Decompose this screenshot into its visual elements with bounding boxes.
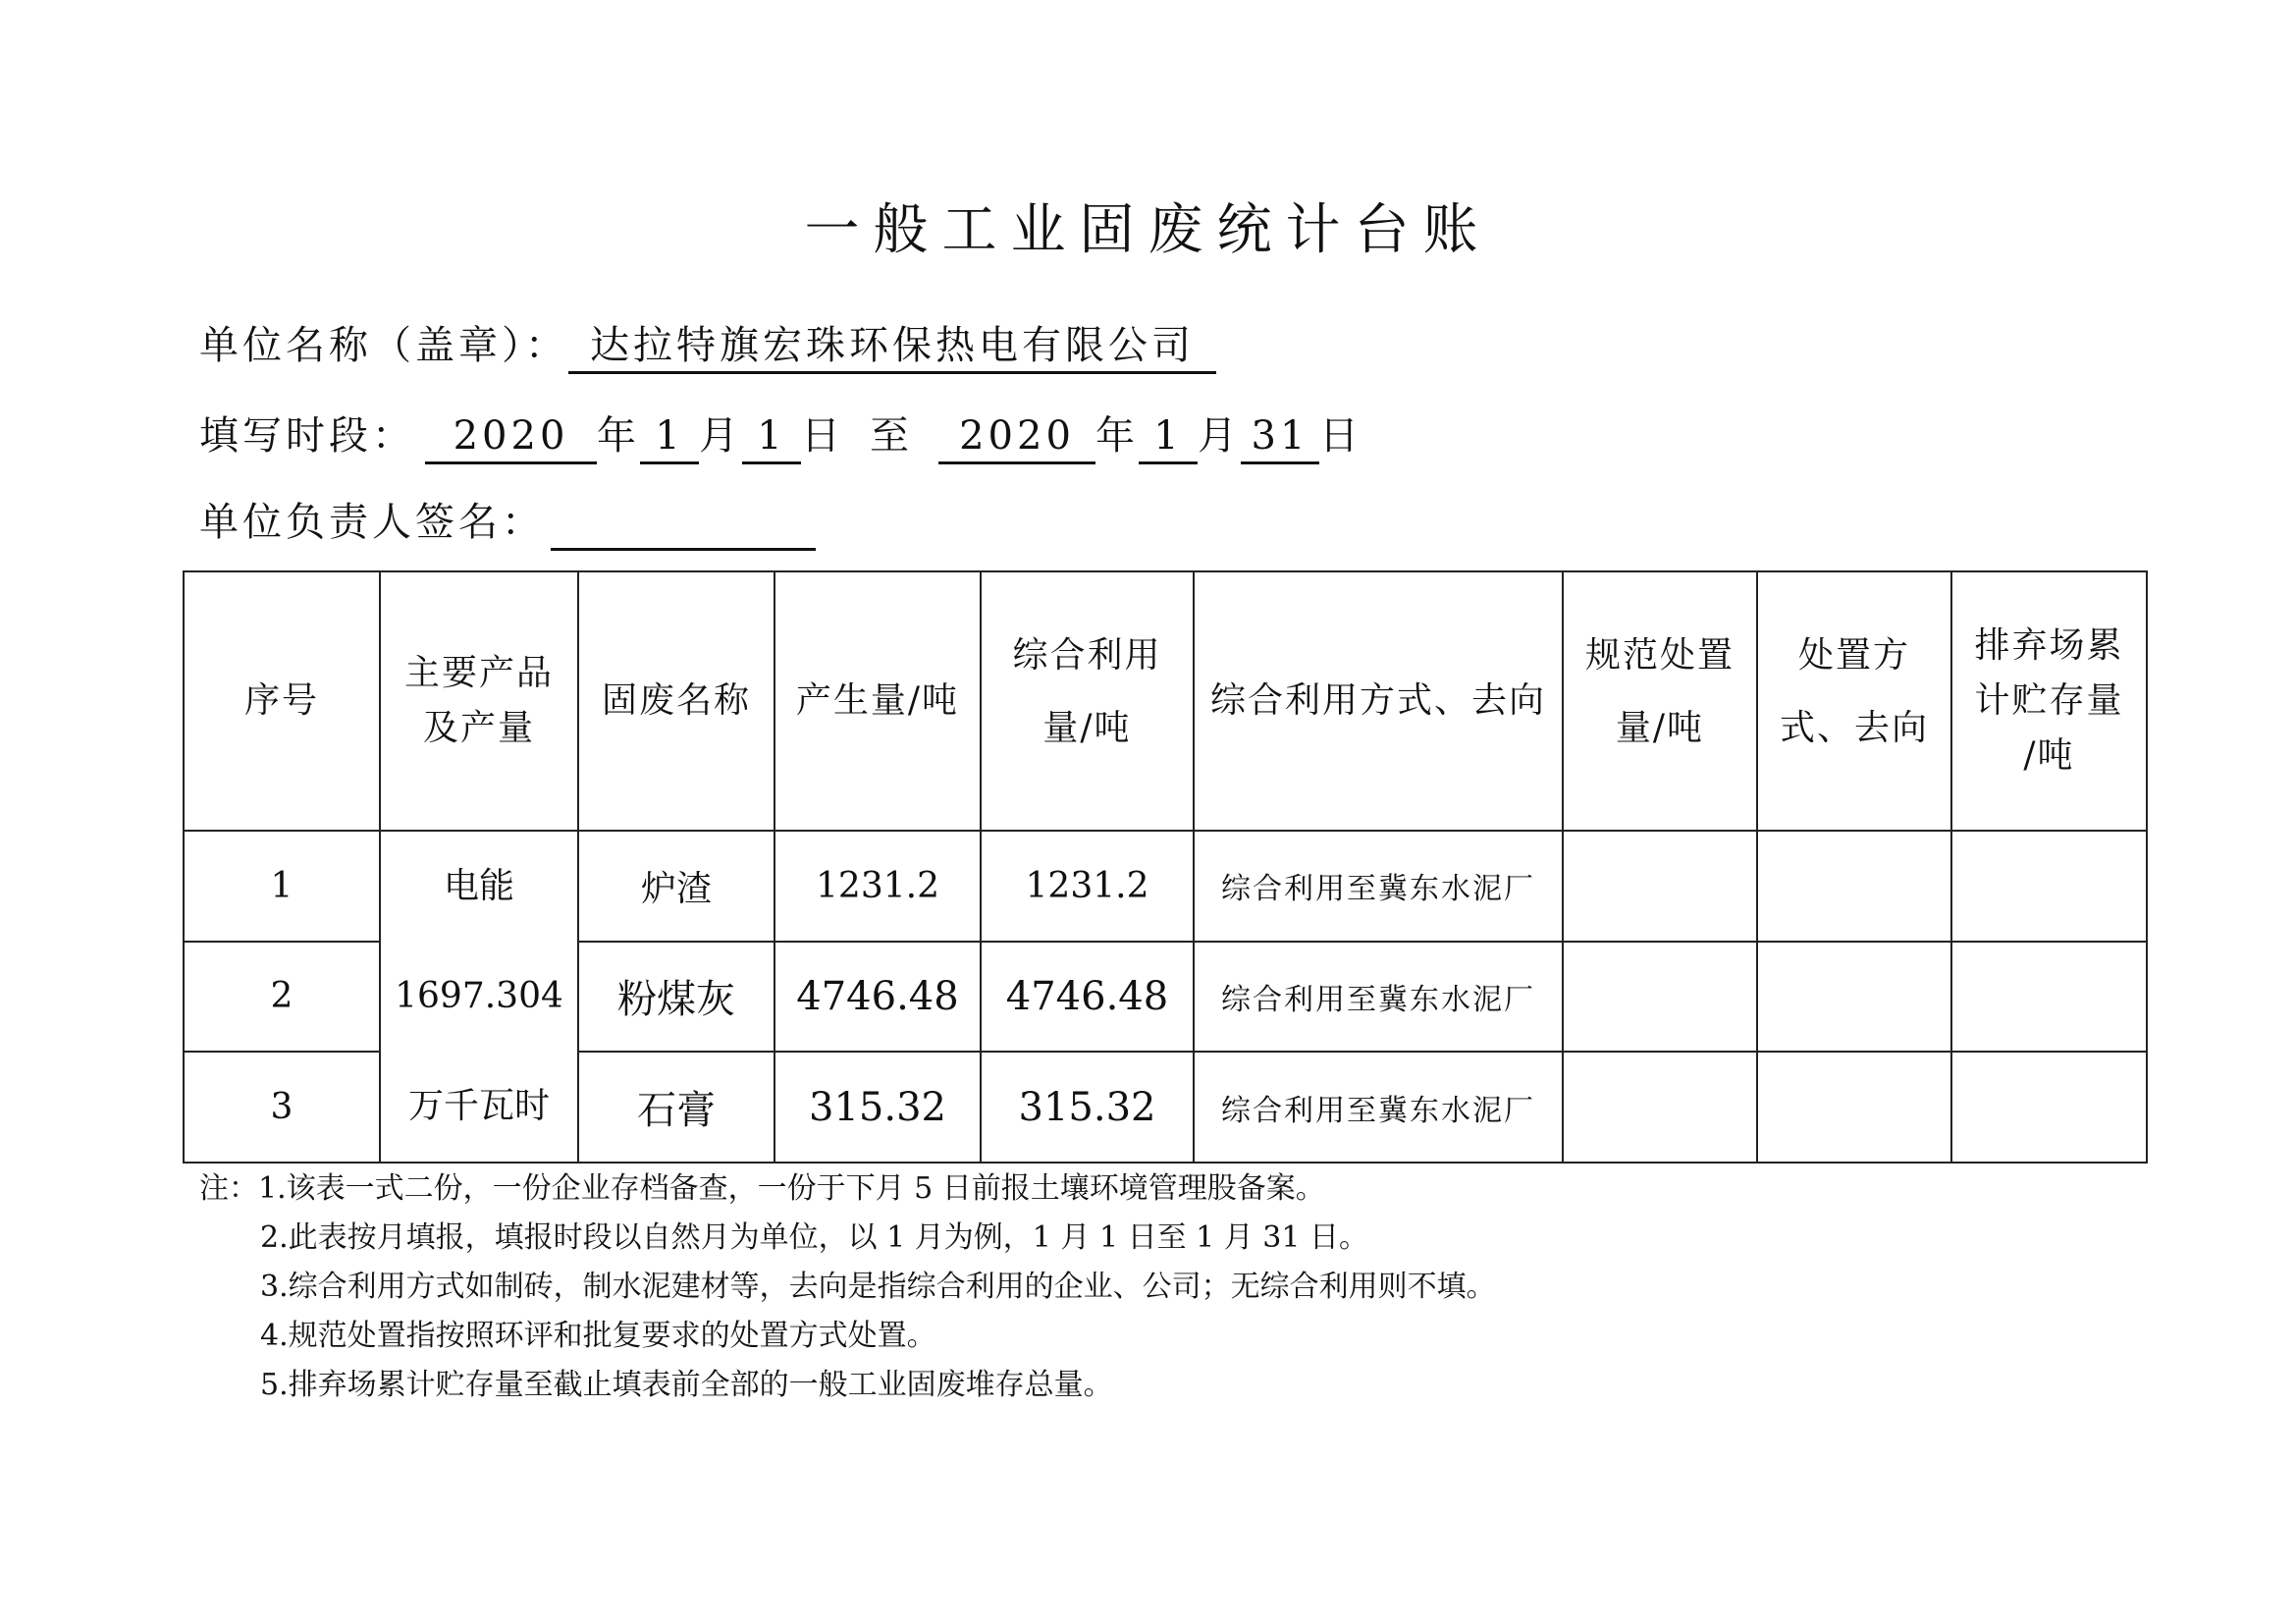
notes-section [199, 1164, 1496, 1410]
period-label: 填写时段： [199, 413, 415, 459]
header-product-line2: 及产量 [422, 708, 535, 748]
cell-disposed [1563, 831, 1757, 942]
product-line3: 万千瓦时 [407, 1086, 550, 1126]
cell-seq: 3 [184, 1052, 380, 1163]
header-product [380, 571, 578, 831]
note-text: 1.该表一式二份，一份企业存档备查，一份于下月 5 日前报土壤环境管理股备案。 [258, 1171, 1325, 1206]
header-disposed-line1: 规范处置 [1584, 635, 1735, 676]
note-item [199, 1164, 1496, 1214]
unit-name-label: 单位名称（盖章）： [199, 323, 568, 368]
cell-disposed [1563, 1052, 1757, 1163]
month-char: 月 [1198, 413, 1241, 459]
unit-name-value: 达拉特旗宏珠环保热电有限公司 [568, 320, 1216, 374]
cell-utilized: 315.32 [981, 1052, 1194, 1163]
header-product-line1: 主要产品 [403, 653, 554, 693]
cell-generated: 315.32 [774, 1052, 981, 1163]
note-item: 3.综合利用方式如制砖，制水泥建材等，去向是指综合利用的企业、公司；无综合利用则不填。 [260, 1270, 1496, 1304]
cell-disposed [1563, 942, 1757, 1053]
cell-waste-name: 石膏 [578, 1052, 774, 1163]
year-char: 年 [597, 413, 640, 459]
period-end-year: 2020 [938, 410, 1095, 464]
cell-product [380, 831, 578, 1163]
month-char: 月 [699, 413, 742, 459]
period-start-day: 1 [742, 410, 801, 464]
header-disposal-method-line1: 处置方 [1797, 635, 1910, 676]
day-char: 日 [801, 413, 844, 459]
cell-generated: 4746.48 [774, 942, 981, 1053]
notes-prefix: 注： [199, 1171, 258, 1206]
cell-method: 综合利用至冀东水泥厂 [1194, 942, 1563, 1053]
cell-seq: 2 [184, 942, 380, 1053]
header-generated: 产生量/吨 [774, 571, 981, 831]
cell-method: 综合利用至冀东水泥厂 [1194, 831, 1563, 942]
header-storage-line3: /吨 [2023, 735, 2075, 776]
product-line1: 电能 [443, 866, 514, 906]
header-waste-name: 固废名称 [578, 571, 774, 831]
cell-disposal-method [1757, 942, 1951, 1053]
signature-line [551, 497, 816, 551]
header-disposed-line2: 量/吨 [1615, 708, 1705, 748]
header-disposed [1563, 571, 1757, 831]
period-start-month: 1 [640, 410, 699, 464]
table-row [184, 831, 2147, 942]
cell-method: 综合利用至冀东水泥厂 [1194, 1052, 1563, 1163]
document-title: 一般工业固废统计台账 [804, 198, 1492, 262]
header-utilized-line2: 量/吨 [1042, 708, 1132, 748]
period-start-year: 2020 [425, 410, 597, 464]
cell-utilized: 4746.48 [981, 942, 1194, 1053]
header-storage [1951, 571, 2147, 831]
period-row [199, 405, 1362, 464]
header-disposal-method [1757, 571, 1951, 831]
header-storage-line2: 计贮存量 [1974, 680, 2124, 721]
cell-disposal-method [1757, 1052, 1951, 1163]
cell-seq: 1 [184, 831, 380, 942]
note-item: 2.此表按月填报，填报时段以自然月为单位，以 1 月为例，1 月 1 日至 1 月 31 日。 [260, 1220, 1368, 1255]
cell-waste-name: 粉煤灰 [578, 942, 774, 1053]
header-method: 综合利用方式、去向 [1194, 571, 1563, 831]
year-char: 年 [1095, 413, 1139, 459]
cell-storage [1951, 942, 2147, 1053]
cell-disposal-method [1757, 831, 1951, 942]
period-to-label: 至 [870, 413, 913, 459]
cell-waste-name: 炉渣 [578, 831, 774, 942]
cell-generated: 1231.2 [774, 831, 981, 942]
product-line2: 1697.304 [395, 976, 563, 1016]
table-header-row [184, 571, 2147, 831]
waste-ledger-table [183, 570, 2148, 1164]
unit-name-row [199, 314, 1216, 374]
day-char: 日 [1319, 413, 1362, 459]
note-item: 5.排弃场累计贮存量至截止填表前全部的一般工业固废堆存总量。 [260, 1368, 1113, 1402]
header-disposal-method-line2: 式、去向 [1779, 708, 1929, 748]
header-storage-line1: 排弃场累 [1974, 625, 2124, 666]
responsible-row [199, 491, 816, 551]
period-end-month: 1 [1139, 410, 1198, 464]
cell-utilized: 1231.2 [981, 831, 1194, 942]
note-item: 4.规范处置指按照环评和批复要求的处置方式处置。 [260, 1319, 936, 1353]
responsible-label: 单位负责人签名： [199, 500, 545, 545]
period-end-day: 31 [1241, 410, 1319, 464]
header-utilized [981, 571, 1194, 831]
cell-storage [1951, 1052, 2147, 1163]
cell-storage [1951, 831, 2147, 942]
header-seq: 序号 [184, 571, 380, 831]
header-utilized-line1: 综合利用 [1012, 635, 1162, 676]
